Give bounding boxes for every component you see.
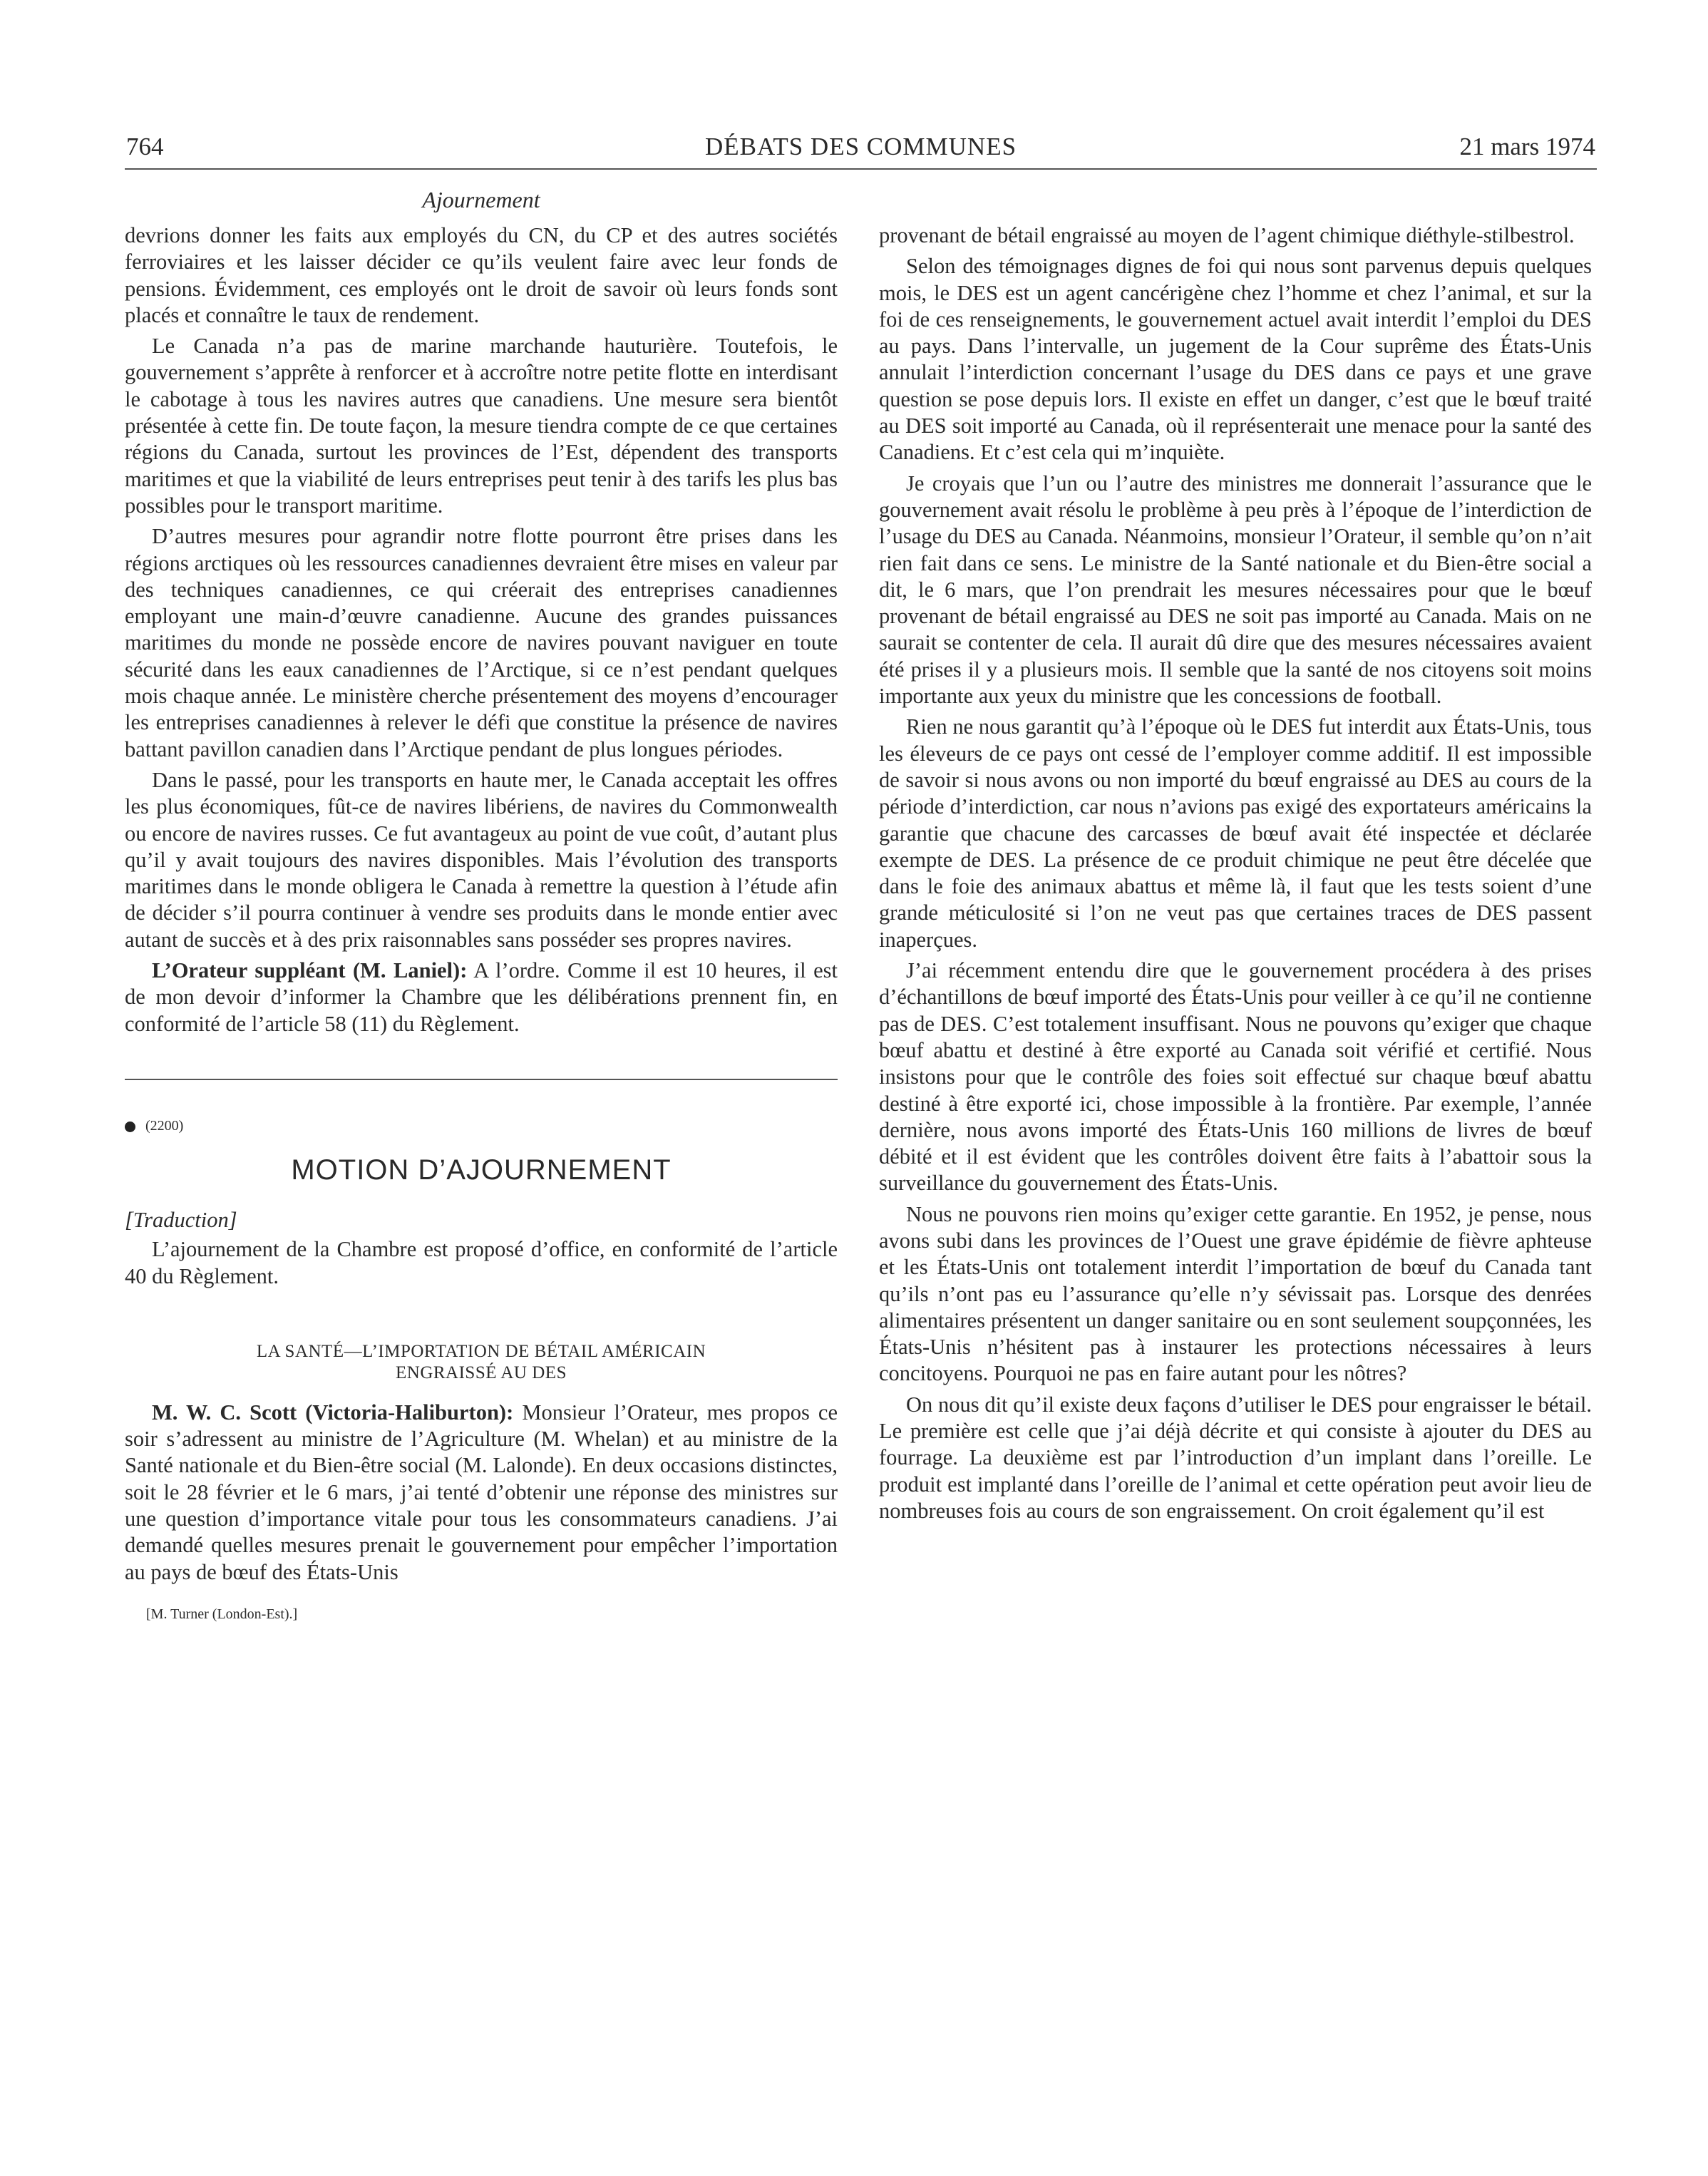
right-column xyxy=(879,222,1592,1529)
paragraph: Le Canada n’a pas de marine marchande hauturière. Toutefois, le gouvernement s’apprête à renforcer et à accroître notre petite flotte en interdisant le cabotage à tous les navires autres que canadiens. Une mesure sera bientôt présentée à cette fin. De toute façon, la mesure tiendra compte de ce que certaines régions du Canada, surtout les provinces de l’Est, dépendent des transports maritimes et que la viabilité de leurs entreprises peut tenir à des tarifs les plus bas possibles pour le transport maritime. xyxy=(125,334,838,518)
page-header xyxy=(125,133,1597,170)
speaker-paragraph xyxy=(125,958,838,1037)
speaker-text: A l’ordre. Comme il est 10 heures, il est de mon devoir d’informer la Chambre que les délibérations prennent fin, en conformité de l’article 58 (11) du Règlement. xyxy=(125,958,838,1036)
bullet-icon xyxy=(125,1122,135,1132)
paragraph: J’ai récemment entendu dire que le gouvernement procédera à des prises d’échantillons de bœuf importé des États-Unis pour veiller à ce qu’il ne contienne pas de DES. C’est totalement insuffisant. Nous ne pouvons qu’exiger que chaque bœuf abattu et destiné à être exporté au Canada soit vérifié et certifié. Nous insistons pour que le contrôle des foies soit effectué sur chaque bœuf abattu destiné à être exporté ici, chose impossible à la frontière. Par exemple, l’année dernière, nous avons importé des États-Unis 160 millions de livres de bœuf débité et il est évident que les contrôles doivent être faits à l’abattoir sous la surveillance du gouvernement des États-Unis. xyxy=(879,958,1592,1196)
section-title: MOTION D’AJOURNEMENT xyxy=(291,1154,672,1186)
section-divider xyxy=(125,1079,838,1080)
topic-heading-line: ENGRAISSÉ AU DES xyxy=(396,1362,567,1382)
paragraph: provenant de bétail engraissé au moyen de l’agent chimique diéthyle-stilbestrol. xyxy=(879,223,1575,247)
paragraph: Rien ne nous garantit qu’à l’époque où le DES fut interdit aux États-Unis, tous les éleveurs de ce pays ont cessé de l’employer comme additif. Il est impossible de savoir si nous avons ou non importé du bœuf engraissé au DES au cours de la période d’interdiction, car nous n’avions pas exigé des exportateurs américains la garantie que chacune des carcasses de bœuf avait été inspectée et déclarée exempte de DES. La présence de ce produit chimique ne peut être décelée que dans le foie des animaux abattus et même là, il faut que les tests soient d’une grande méticulosité si l’on ne veut pas que certaines traces de DES passent inaperçues. xyxy=(879,714,1592,952)
section-subheader: Ajournement xyxy=(422,187,540,212)
timestamp xyxy=(125,1117,838,1134)
adjournment-paragraph: L’ajournement de la Chambre est proposé d’office, en conformité de l’article 40 du Règlement. xyxy=(125,1237,838,1288)
topic-heading-line: LA SANTÉ—L’IMPORTATION DE BÉTAIL AMÉRICAIN xyxy=(256,1341,706,1361)
topic-heading xyxy=(168,1341,795,1384)
page-number: 764 xyxy=(126,133,164,160)
left-column xyxy=(125,222,838,1623)
translation-tag: [Traduction] xyxy=(125,1207,237,1232)
paragraph: On nous dit qu’il existe deux façons d’utiliser le DES pour engraisser le bétail. Le première est celle que j’ai déjà décrite et qui consiste à ajouter du DES au fourrage. La deuxième est par l’introduction d’un implant dans l’oreille. Le produit est implanté dans l’oreille de l’animal et cette opération peut avoir lieu de nombreuses fois au cours de son engraissement. On croit également qu’il est xyxy=(879,1392,1592,1523)
speaker-name: L’Orateur suppléant (M. Laniel): xyxy=(152,958,468,983)
paragraph: Dans le passé, pour les transports en haute mer, le Canada acceptait les offres les plus économiques, fût-ce de navires libériens, de navires du Commonwealth ou encore de navires russes. Ce fut avantageux au point de vue coût, d’autant plus qu’il y avait toujours des navires disponibles. Mais l’évolution des transports maritimes dans le monde obligera le Canada à remettre la question à l’étude afin de décider s’il pourra continuer à vendre ses produits dans le monde entier avec autant de succès et à des prix raisonnables sans posséder ses propres navires. xyxy=(125,767,838,952)
footnote: [M. Turner (London-Est).] xyxy=(146,1606,298,1622)
speaker-paragraph xyxy=(125,1400,838,1586)
paragraph: Nous ne pouvons rien moins qu’exiger cette garantie. En 1952, je pense, nous avons subi dans les provinces de l’Ouest une grave épidémie de fièvre aphteuse et les États-Unis ont totalement interdit l’importation de bœuf du Canada tant qu’ils n’ont pas eu l’assurance qu’elle n’y sévissait pas. Lorsque des denrées alimentaires présentent un danger sanitaire ou en sont seulement soupçonnées, les États-Unis n’hésitent pas à instaurer les protections nécessaires à leurs concitoyens. Pourquoi ne pas en faire autant pour les nôtres? xyxy=(879,1201,1592,1386)
paragraph: Selon des témoignages dignes de foi qui nous sont parvenus depuis quelques mois, le DES est un agent cancérigène chez l’homme et chez l’animal, et sur la foi de ces renseignements, le gouvernement actuel avait interdit l’emploi du DES au pays. Dans l’intervalle, un jugement de la Cour suprême des États-Unis annulait l’interdiction concernant l’usage du DES dans ce pays et une grave question se pose depuis lors. Il existe en effet un danger, c’est que le bœuf traité au DES soit importé au Canada, où il représenterait une menace pour la santé des Canadiens. Et c’est cela qui m’inquiète. xyxy=(879,254,1592,465)
paragraph: devrions donner les faits aux employés du CN, du CP et des autres sociétés ferroviaires et les laisser décider ce qu’ils veulent faire avec leur fonds de pensions. Évidemment, ces employés ont le droit de savoir où leurs fonds sont placés et connaître le taux de rendement. xyxy=(125,223,838,327)
paragraph: D’autres mesures pour agrandir notre flotte pourront être prises dans les régions arctiques où les ressources canadiennes devraient être mises en valeur par des techniques canadiennes, ce qui créerait des entreprises canadiennes employant une main-d’œuvre canadienne. Aucune des grandes puissances maritimes du monde ne possède encore de navires pouvant naviguer en toute sécurité dans les eaux canadiennes de l’Arctique, si ce n’est pendant quelques mois chaque année. Le ministère cherche présentement des moyens d’encourager les entreprises canadiennes à relever le défi que constitue la présence de navires battant pavillon canadien dans l’Arctique pendant de plus longues périodes. xyxy=(125,524,838,761)
timestamp-text: (2200) xyxy=(145,1117,184,1134)
speaker-name: M. W. C. Scott (Victoria-Haliburton): xyxy=(152,1400,514,1425)
speaker-text: Monsieur l’Orateur, mes propos ce soir s’adressent au ministre de l’Agriculture (M. Whelan) et au ministre de la Santé nationale et du Bien-être social (M. Lalonde). En deux occasions distinctes, soit le 28 février et le 6 mars, j’ai tenté d’obtenir une réponse des ministres sur une question d’importance vitale pour tous les consommateurs canadiens. J’ai demandé quelles mesures prenait le gouvernement pour empêcher l’importation au pays de bœuf des États-Unis xyxy=(125,1400,838,1584)
paragraph: Je croyais que l’un ou l’autre des ministres me donnerait l’assurance que le gouvernement avait résolu le problème à peu près à l’époque de l’interdiction de l’usage du DES au Canada. Néanmoins, monsieur l’Orateur, il semble qu’on n’ait rien fait dans ce sens. Le ministre de la Santé nationale et du Bien-être social a dit, le 6 mars, que l’on prendrait les mesures nécessaires pour que le bœuf provenant de bétail engraissé au DES ne soit pas importé au Canada. Mais on ne saurait se contenter de cela. Il aurait dû dire que des mesures nécessaires avaient été prises il y a plusieurs mois. Il semble que la santé de nos citoyens soit moins importante aux yeux du ministre que les concessions de football. xyxy=(879,471,1592,709)
publication-date: 21 mars 1974 xyxy=(1459,133,1595,160)
publication-title: DÉBATS DES COMMUNES xyxy=(704,133,1017,160)
